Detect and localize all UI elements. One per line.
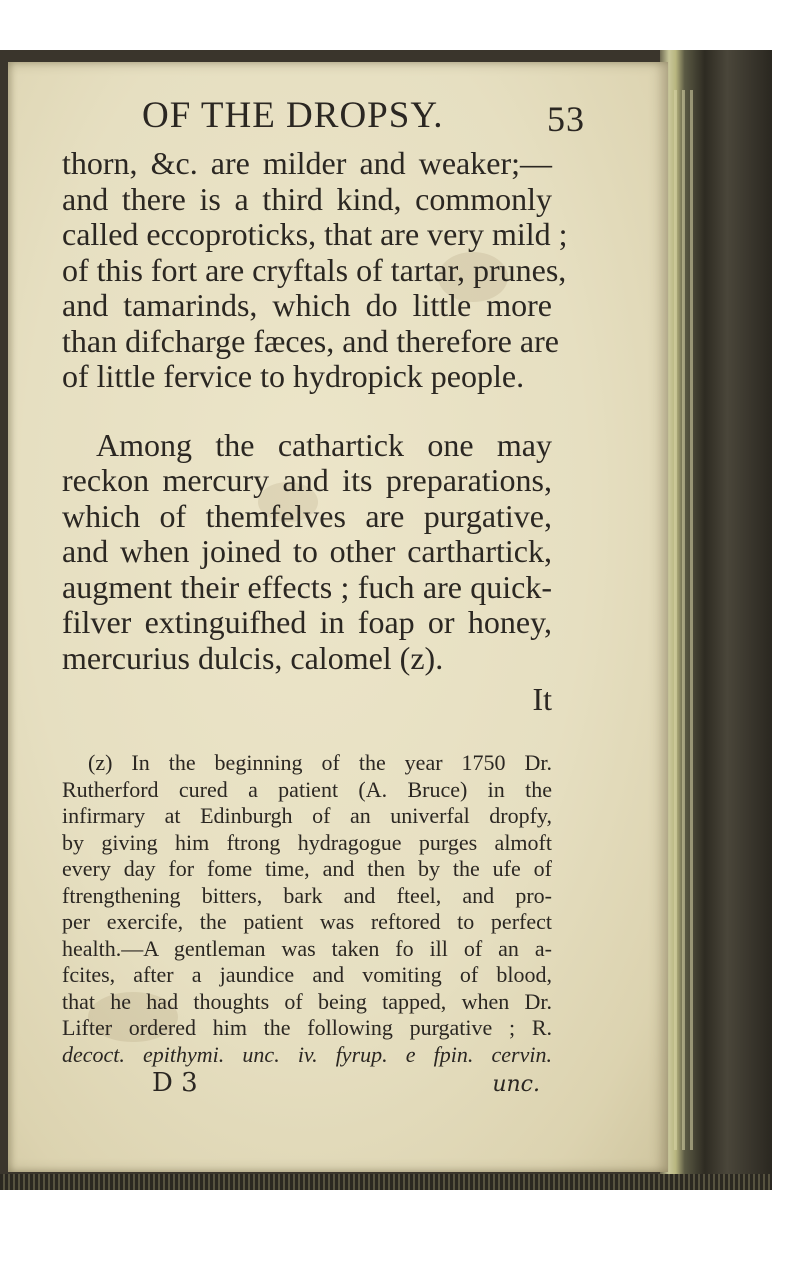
footnote-line: decoct. epithymi. unc. iv. fyrup. e fpin. cervin. xyxy=(62,1041,552,1067)
text-line: Among the cathartick one may xyxy=(96,426,552,463)
footnote xyxy=(62,750,552,1068)
signature-mark: D 3 xyxy=(152,1068,198,1098)
page-signature-row xyxy=(62,1068,552,1098)
footnote-line: every day for fome time, and then by the ufe of xyxy=(62,856,552,881)
text-line: than difcharge fæces, and therefore are xyxy=(62,322,559,359)
footnote-catchword: unc. xyxy=(492,1072,540,1097)
text-line: reckon mercury and its preparations, xyxy=(62,462,552,498)
footnote-line: (z) In the beginning of the year 1750 Dr. xyxy=(88,750,552,775)
text-line: and tamarinds, which do little more xyxy=(62,287,552,323)
footnote-line: by giving him ftrong hydragogue purges almoft xyxy=(62,829,552,855)
page-text xyxy=(62,88,585,1098)
book-bottom-edge xyxy=(0,1174,772,1190)
text-line: and there is a third kind, commonly xyxy=(62,180,552,217)
footnote-line: Rutherford cured a patient (A. Bruce) in the xyxy=(62,776,552,802)
text-line: and when joined to other carthartick, xyxy=(62,533,552,569)
text-line: which of themfelves are purgative, xyxy=(62,497,552,534)
text-line: augment their effects ; fuch are quick- xyxy=(62,568,552,605)
footnote-line: per exercife, the patient was reftored to perfect xyxy=(62,909,552,934)
footnote-line: fcites, after a jaundice and vomiting of blood, xyxy=(62,962,552,987)
footnote-line: Lifter ordered him the following purgative ; R. xyxy=(62,1015,552,1040)
footnote-line: infirmary at Edinburgh of an univerfal dropfy, xyxy=(62,803,552,828)
text-line: called eccoproticks, that are very mild ; xyxy=(62,216,568,252)
paragraph-1 xyxy=(62,145,568,395)
text-line: filver extinguifhed in foap or honey, xyxy=(62,604,552,640)
footnote-line: health.—A gentleman was taken fo ill of an a- xyxy=(62,935,552,961)
footnote-line: that he had thoughts of being tapped, when Dr. xyxy=(62,988,552,1014)
running-head xyxy=(142,88,585,146)
catchword: It xyxy=(532,681,552,717)
text-line: of little fervice to hydropick people. xyxy=(62,358,525,394)
text-line: mercurius dulcis, calomel (z). xyxy=(62,639,444,676)
paragraph-2 xyxy=(62,428,552,677)
book-fore-edge xyxy=(660,50,772,1190)
footnote-line: ftrengthening bitters, bark and fteel, and pro- xyxy=(62,882,552,908)
text-line: thorn, &c. are milder and weaker;— xyxy=(62,145,552,181)
running-head-title: OF THE DROPSY. xyxy=(142,95,444,136)
page-number: 53 xyxy=(547,99,585,139)
text-line: of this fort are cryftals of tartar, prunes, xyxy=(62,251,567,288)
